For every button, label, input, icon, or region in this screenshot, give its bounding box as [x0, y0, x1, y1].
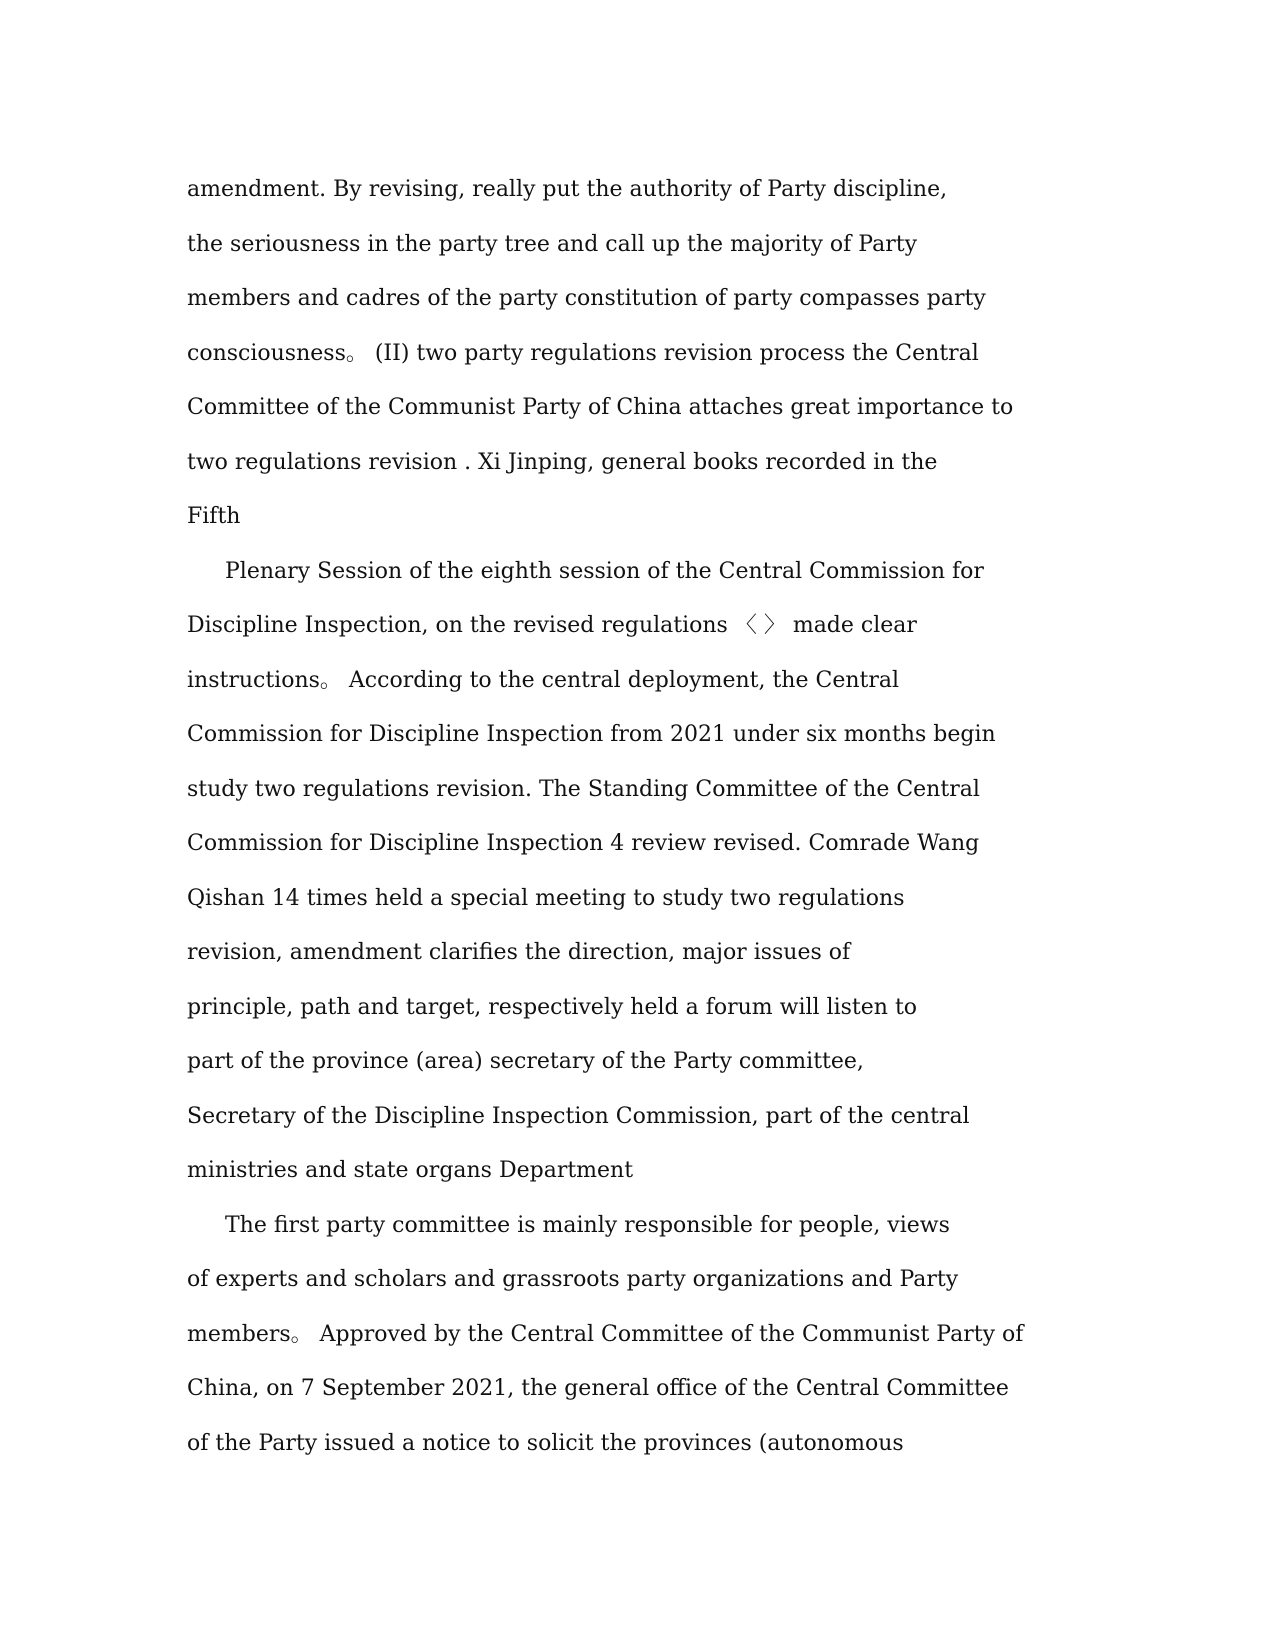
text-line: Secretary of the Discipline Inspection Commission, part of the central — [187, 1103, 970, 1129]
text-line: Commission for Discipline Inspection 4 review revised. Comrade Wang — [187, 831, 980, 856]
text-line: two regulations revision . Xi Jinping, general books recorded in the — [187, 449, 938, 475]
text-line: Committee of the Communist Party of China attaches great importance to — [187, 395, 1014, 420]
text-line: the seriousness in the party tree and call up the majority of Party — [187, 231, 918, 257]
text-line: China, on 7 September 2021, the general office of the Central Committee — [187, 1376, 1009, 1401]
text-line: of experts and scholars and grassroots party organizations and Party — [187, 1267, 959, 1292]
text-line: members。 Approved by the Central Committee of the Communist Party of — [187, 1321, 1024, 1347]
text-line: members and cadres of the party constitution of party compasses party — [187, 286, 986, 311]
text-line: study two regulations revision. The Standing Committee of the Central — [187, 776, 980, 802]
text-line: consciousness。 (II) two party regulations revision process the Central — [187, 340, 979, 366]
text-line: ministries and state organs Department — [187, 1158, 634, 1183]
text-line: revision, amendment clarifies the direction, major issues of — [187, 940, 851, 965]
text-line: Discipline Inspection, on the revised regulations 〈 〉 made clear — [187, 613, 917, 638]
text-line: of the Party issued a notice to solicit the provinces (autonomous — [187, 1430, 904, 1456]
text-line: principle, path and target, respectively held a forum will listen to — [187, 994, 918, 1020]
text-line: Commission for Discipline Inspection from 2021 under six months begin — [187, 722, 996, 747]
text-line: instructions。 According to the central deployment, the Central — [187, 667, 900, 693]
text-line: The first party committee is mainly responsible for people, views — [225, 1212, 950, 1238]
text-line: Qishan 14 times held a special meeting to study two regulations — [187, 885, 905, 911]
text-line: part of the province (area) secretary of the Party committee, — [187, 1049, 864, 1074]
text-line: amendment. By revising, really put the authority of Party discipline, — [187, 177, 948, 202]
text-line: Plenary Session of the eighth session of the Central Commission for — [225, 558, 984, 584]
text-line: Fifth — [187, 504, 241, 529]
body-text — [187, 163, 1087, 1471]
